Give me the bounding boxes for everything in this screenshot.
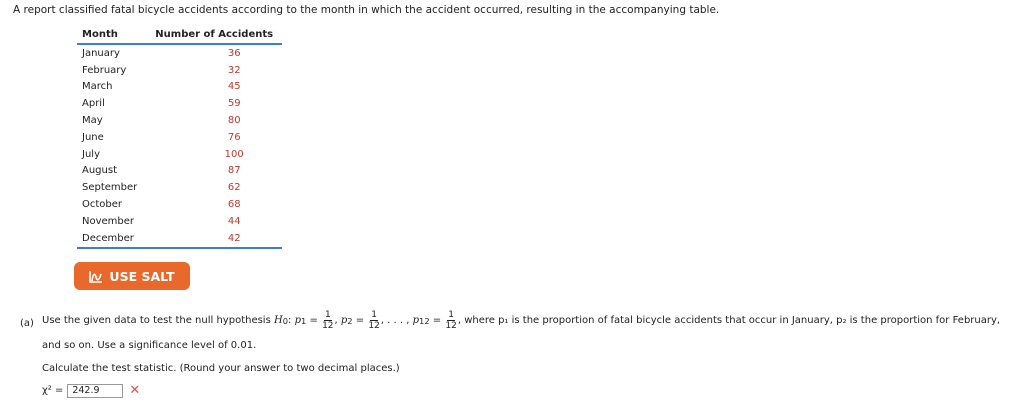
- accidents-table: [77, 27, 282, 249]
- table-row: [77, 213, 282, 230]
- table-row: [77, 146, 282, 163]
- instruction-text: Calculate the test statistic. (Round your answer to two decimal places.): [42, 363, 400, 374]
- accident-count-cell: 36: [227, 47, 241, 59]
- hypothesis-line: Use the given data to test the null hypothesis H 0 : p 1 = $\frac{1}{12}$ , p 2 = $\frac{1}{12}$ , . . . , p 12 = $\frac{1}{12}$ , where p₁ is the proportion of fatal bicycle accidents that occur in January, p₂ is the proportion for February,: [42, 310, 1001, 331]
- table-row: [77, 179, 282, 196]
- p1-symbol: p: [294, 315, 302, 326]
- accident-count-cell: 68: [227, 199, 241, 211]
- table-row: [77, 163, 282, 180]
- month-cell: August: [82, 165, 117, 177]
- accident-count-cell: 76: [227, 131, 241, 143]
- significance-text: and so on. Use a significance level of 0.01.: [42, 340, 257, 351]
- table-row: [77, 62, 282, 79]
- x-mark-icon: ✕: [129, 383, 141, 398]
- table-row: [77, 44, 282, 62]
- chi-square-label: χ² =: [42, 385, 64, 396]
- month-cell: April: [82, 98, 105, 110]
- table-row: [77, 95, 282, 112]
- p2-sub: 2: [347, 315, 353, 326]
- salt-chart-icon: [89, 270, 103, 283]
- month-cell: March: [82, 81, 113, 93]
- hypothesis-prefix: Use the given data to test the null hypothesis: [42, 315, 271, 326]
- fraction-2: $\frac{1}{12}$: [368, 310, 380, 331]
- month-cell: December: [77, 230, 146, 248]
- month-cell: October: [82, 199, 123, 211]
- month-cell: January: [82, 47, 120, 59]
- month-header: Month: [77, 27, 146, 44]
- ellipsis: , . . . ,: [380, 315, 410, 326]
- month-cell: July: [82, 148, 100, 160]
- accidents-header: Number of Accidents: [146, 27, 282, 44]
- table-row: [77, 79, 282, 96]
- hypothesis-suffix: where p₁ is the proportion of fatal bicycle accidents that occur in January, p₂ is the proportion for February,: [464, 315, 1001, 326]
- accident-count-cell: 42: [146, 230, 282, 248]
- part-a-label: (a): [20, 318, 34, 329]
- accident-count-cell: 62: [227, 182, 241, 194]
- problem-intro: A report classified fatal bicycle accidents according to the month in which the accident occurred, resulting in the accompanying table.: [13, 4, 720, 16]
- accident-count-cell: 59: [227, 98, 241, 110]
- use-salt-label: USE SALT: [109, 268, 175, 284]
- month-cell: June: [82, 131, 104, 143]
- p1-sub: 1: [301, 315, 307, 326]
- month-cell: May: [82, 115, 103, 127]
- accident-count-cell: 100: [224, 148, 244, 160]
- fraction-12: $\frac{1}{12}$: [445, 310, 457, 331]
- month-cell: September: [82, 182, 138, 194]
- table-row: [77, 196, 282, 213]
- chi-square-input[interactable]: [67, 384, 123, 398]
- accident-count-cell: 87: [227, 165, 241, 177]
- table-row: [77, 230, 282, 248]
- month-cell: November: [82, 215, 135, 227]
- use-salt-button[interactable]: [74, 262, 190, 290]
- fraction-1: $\frac{1}{12}$: [322, 310, 334, 331]
- table-row: [77, 112, 282, 129]
- accident-count-cell: 44: [227, 215, 241, 227]
- accident-count-cell: 80: [227, 115, 241, 127]
- month-cell: February: [82, 64, 127, 76]
- h0-symbol: H: [274, 315, 283, 326]
- p12-symbol: p: [412, 315, 420, 326]
- table-row: [77, 129, 282, 146]
- p12-sub: 12: [419, 315, 430, 326]
- p2-symbol: p: [340, 315, 348, 326]
- accident-count-cell: 45: [227, 81, 241, 93]
- answer-row: [42, 383, 140, 398]
- accident-count-cell: 32: [227, 64, 241, 76]
- h0-sub: 0: [282, 315, 289, 326]
